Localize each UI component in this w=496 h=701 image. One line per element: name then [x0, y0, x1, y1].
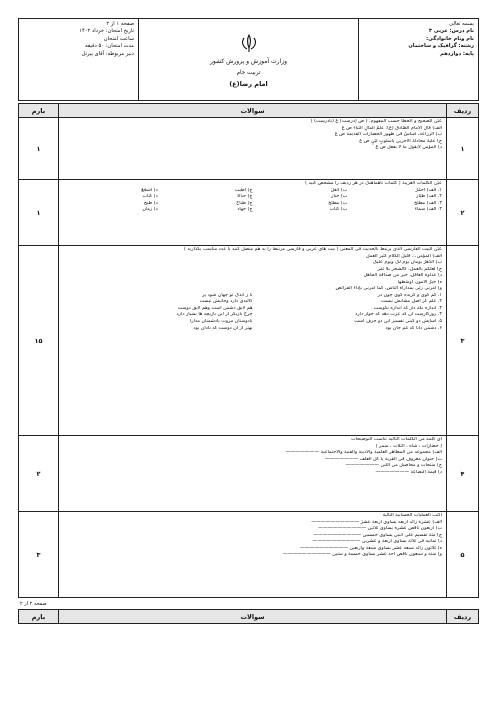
- exam-meta-right: [359, 19, 479, 101]
- option: ب) أثقَلُ: [330, 187, 348, 193]
- question-line: د) المؤمن لایقول ما لا یفعل ص غ: [375, 145, 442, 151]
- poem-hemistich: ۱. کم گوی و گزیده گوی چون در: [377, 292, 442, 298]
- question-body: [59, 436, 447, 512]
- question-line: ای کلمه من الکلمات التالیه تناسب التوضیحات: [351, 437, 442, 442]
- question-line: ب) حیوان معروف فی القریة یا کل العلف ———————: [324, 456, 442, 462]
- exam-time: ساعت امتحان: [103, 35, 134, 42]
- exam-title-block: [139, 19, 359, 101]
- option: ۲. الف) طیّار: [416, 194, 442, 200]
- question-row: [19, 118, 479, 180]
- questions-column-header: سوالات: [59, 104, 447, 118]
- question-row: [19, 180, 479, 246]
- student-name: نام ونام خانوادگی:: [426, 35, 474, 42]
- poem-hemistich: هم لایق دشمن است وهم لایق دوست: [177, 305, 253, 311]
- question-line: الف) المؤمن… قلیل الکلام کثیر العمل: [366, 253, 442, 259]
- question-line: عیّن البیت الفارسی الذی یرتبط بالحدیث فی المعنی ( بیت های عربی و فارسی مرتبط را به هم متصل کنید یا عدد مناسب بگذارید ): [184, 247, 442, 252]
- option: د) زمان: [142, 207, 158, 213]
- question-line: الف) قالَ الامام الصّادق (ع): علمُ المالِ الثناء ص غ: [341, 125, 442, 131]
- exam-page: [18, 18, 478, 624]
- options-row: [63, 207, 442, 214]
- row-column-header: ردیف: [447, 104, 479, 118]
- poem-hemistich: چرخ بازیگر از این بازیچه ها بسیار دارد: [176, 312, 253, 318]
- question-line: ه) خیرُ الامور، أوسَطُها: [397, 279, 442, 285]
- question-number: ۱: [447, 118, 479, 180]
- question-line: ج) علیهٔ مجادلهٔ الاخرین بأسلوبٍ لیّنٍ ص غ: [359, 138, 442, 144]
- option: ج) طباخ: [236, 200, 253, 206]
- questions-table-header: [19, 610, 479, 624]
- question-row: [19, 512, 479, 598]
- option: ج) جهاد: [237, 207, 253, 213]
- poem-hemistich: بهتر از آن دوست که نادان بود: [193, 325, 253, 331]
- score-column-header: بارم: [19, 610, 59, 624]
- poem-hemistich: ۲. علم کز اصل مشابش نیست: [381, 299, 442, 305]
- question-line: و) سته و سبعون ناقص احد عشر یساوی خمسة و ستین ——————————: [282, 552, 442, 558]
- question-row: [19, 246, 479, 436]
- score-column-header: بارم: [19, 104, 59, 118]
- question-body: [59, 118, 447, 180]
- ministry-name: وزارت آموزش و پرورش کشور: [209, 58, 288, 66]
- poem-hemistich: ۵. آسایش دو گیتی تفسیر این دو حرف است: [354, 319, 442, 325]
- option: ج) حدّادٌ: [237, 194, 253, 200]
- poem-hemistich: تا ز اندک تو جهان شود پر: [202, 292, 253, 298]
- question-line: عیّن الصحیح و الخطأ حسب المفهوم: ( ص (درست) غ (نادرست) ): [310, 119, 442, 124]
- option: ب) کتاب: [329, 207, 348, 213]
- second-page-header: [18, 609, 479, 624]
- questions-table: [18, 103, 479, 598]
- question-line: الف) عَشَرة زائد اربعه یساوی اربعة عشرَ ——————————: [311, 519, 442, 525]
- question-line: د) ثمانیه فی ثلاثة یساوی اربعة و عشرین ——————————: [312, 539, 442, 545]
- option: ۱. الف) أحمَرُ: [415, 187, 442, 193]
- poem-hemistich: ۶. دشمن دانا که غم جان بود: [385, 325, 442, 331]
- option: ۳. الف) مطبّخٌ: [414, 200, 442, 206]
- option: ۴. الف) سماء: [414, 207, 442, 213]
- question-line: ه) ثَلاثون زائد سبعه عشر یساوی سبعة واربعین ——————————: [300, 545, 442, 551]
- question-score: ۱: [19, 118, 59, 180]
- option: ب) مطبّخٌ: [328, 200, 348, 206]
- question-body: [59, 180, 447, 246]
- question-number: ۵: [447, 512, 479, 598]
- question-line: د) عداوة العاقل، خیر من صداقة الجاهل: [363, 273, 442, 279]
- question-number: ۳: [447, 246, 479, 436]
- option: د) أشجَعُ: [141, 187, 158, 193]
- question-line: ج) مئة تقسیم علی اثنین یساوی خمسین ——————————: [313, 532, 442, 538]
- question-score: ۳: [19, 512, 59, 598]
- question-number: ۴: [447, 436, 479, 512]
- field-name: رشته: گرافیک و ساختمان: [408, 43, 474, 50]
- exam-meta-left: [19, 19, 139, 101]
- option: ج) اطیب: [234, 187, 253, 193]
- page-number: صفحه ۱ از ۲: [106, 21, 134, 27]
- poem-line: [63, 326, 442, 333]
- exam-header: [18, 18, 479, 101]
- question-line: الف) مجموعه من المظاهر العلمیة والأدبیة والفنیة والاجتماعیة ———————: [285, 450, 442, 456]
- poem-hemistich: ۴. روزگارست آن که عزت دهد که خوار دارد: [355, 312, 442, 318]
- teacher-name: دبیر مربوطه: آقای پیرنل: [81, 50, 134, 57]
- option: ب) خباز: [331, 194, 348, 200]
- question-score: ۲: [19, 436, 59, 512]
- question-line: عیّن الکلمات الغریبة ( کلمات ناهماهنگ در هر ردیف را مشخص کنید ): [305, 181, 442, 186]
- iran-emblem-icon: [238, 32, 260, 54]
- option: د) طبخ: [143, 200, 158, 206]
- school-label: تربیت جام: [236, 69, 261, 76]
- question-line: د) قیمة البضاعة ———————: [375, 469, 442, 475]
- poem-hemistich: ۳. اندازه نگه دار که اندازه نکوست: [373, 305, 442, 311]
- question-line: ب) الزراعة، أساسُ فی ظهور الحضارات القدیمة ص غ: [334, 132, 442, 138]
- row-column-header: ردیف: [447, 610, 479, 624]
- exam-duration: مدت امتحان: ۵۰ دقیقه: [85, 43, 134, 50]
- poem-hemistich: بادوستان مروت بادشمنان مدارا: [189, 319, 253, 325]
- question-line: ( حضارات ، شاه ، الثلاث ، سمر ): [375, 443, 442, 449]
- question-score: ۱۵: [19, 246, 59, 436]
- course-name: نام درس: عربی ۳: [428, 28, 474, 35]
- poem-hemistich: کالبدی دارد وجانیش نیست: [199, 299, 253, 305]
- question-line: ب) أربعون ناقص عَشَرة یساوی ثلاثین ——————————: [318, 526, 442, 532]
- question-line: ب) اَلدَّهرُ یومان یوم لک ویوم علیک: [372, 260, 442, 266]
- bismillah: بسمه تعالی: [449, 21, 474, 27]
- questions-column-header: سوالات: [59, 610, 447, 624]
- question-body: [59, 246, 447, 436]
- page-footer-label: صفحه ۲ از ۲: [20, 601, 47, 607]
- question-line: اکتب العملیات الحسابیة التالیة: [382, 513, 442, 518]
- question-row: [19, 436, 479, 512]
- question-line: ج) لَعلّکم بالعمل، کالشجر بلا ثَمَر: [377, 266, 442, 272]
- exam-date: تاریخ امتحان: خرداد ۱۴۰۲: [79, 28, 134, 35]
- school-name: امام رضا(ع): [229, 80, 268, 89]
- question-line: و) أمرنی ربّی بمداراة الناس، کما أمرنی بإداء الفرائض: [335, 286, 442, 292]
- option: د) کتاب: [142, 194, 158, 200]
- question-number: ۲: [447, 180, 479, 246]
- questions-table-header: [19, 104, 479, 118]
- question-body: [59, 512, 447, 598]
- grade-level: پایه: دوازدهم: [440, 50, 474, 57]
- question-score: ۱: [19, 180, 59, 246]
- question-line: ج) منتجات و محاصیل من اللبن ———————: [345, 463, 442, 469]
